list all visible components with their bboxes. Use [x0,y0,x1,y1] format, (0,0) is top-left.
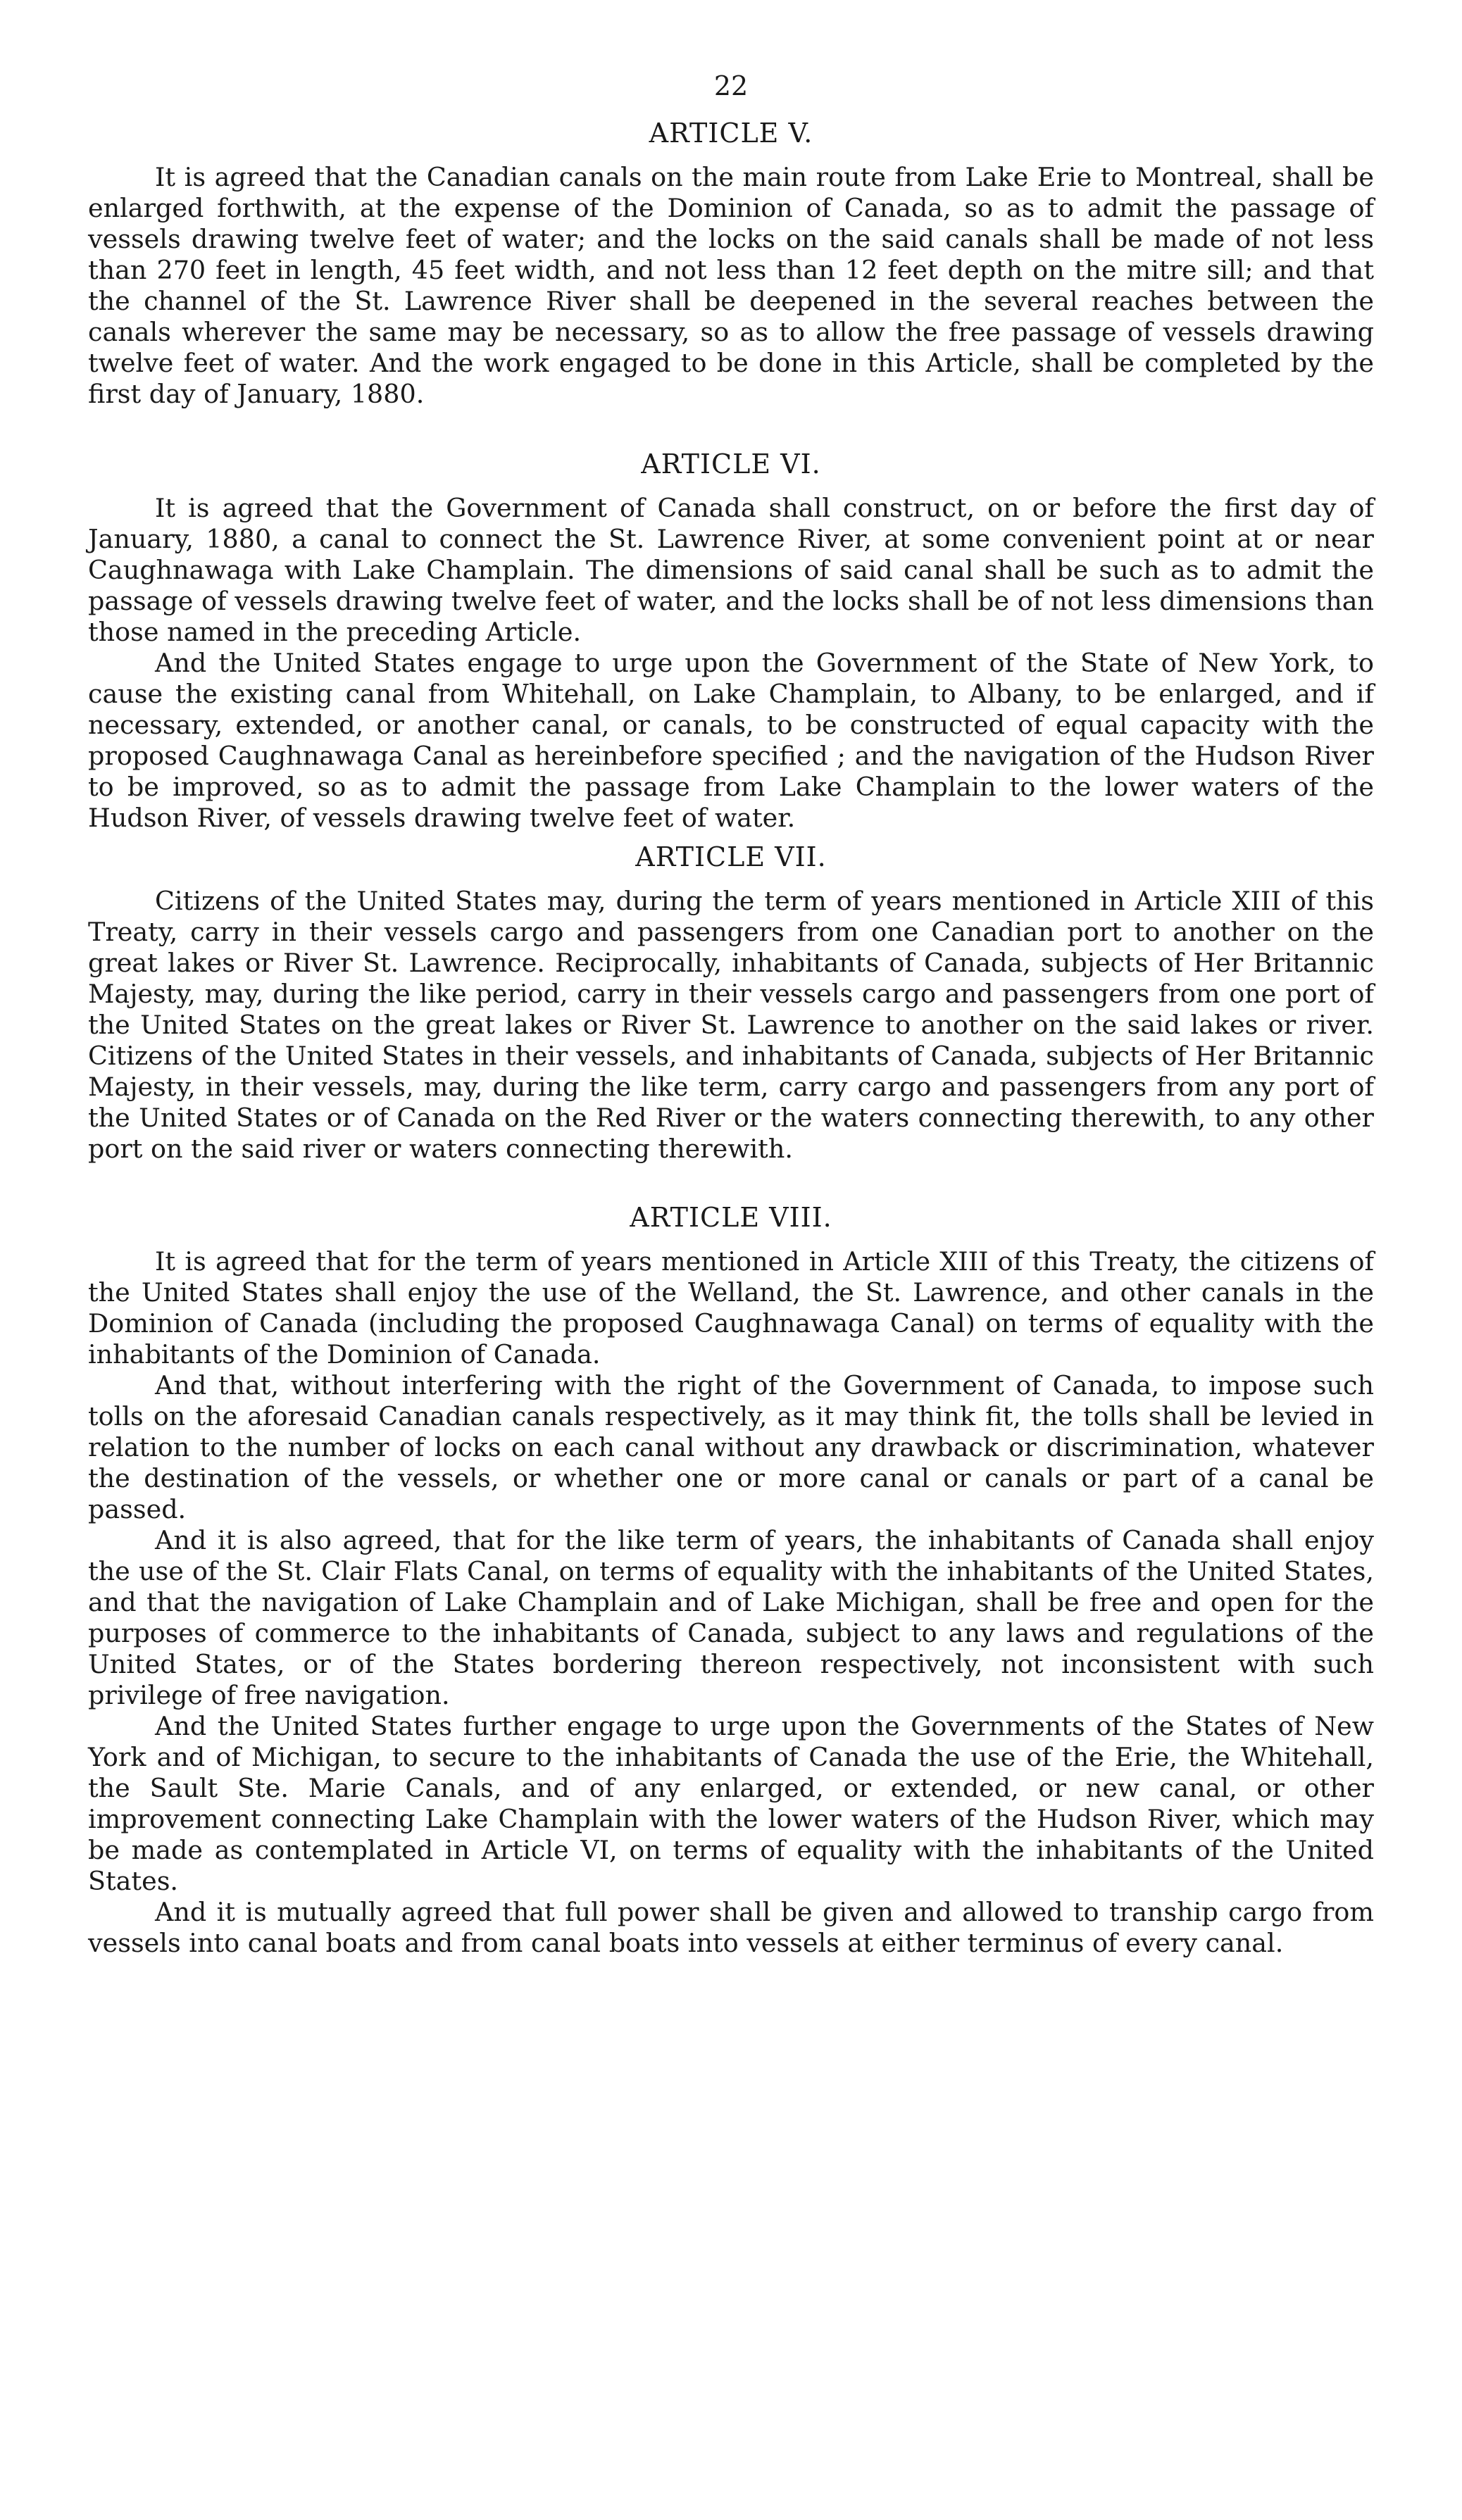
article-viii [88,1201,1374,1959]
article-heading: ARTICLE V. [649,118,813,149]
article-paragraph: And it is also agreed, that for the like term of years, the inhabitants of Canada shall enjoy the use of the St. Clair Flats Canal, on terms of equality with the inhabitants of the United States, and that the navigation of Lake Champlain and of Lake Michigan, shall be free and open for the purposes of commerce to the inhabitants of Canada, subject to any laws and regulations of the United States, or of the States bordering thereon respectively, not inconsistent with such privilege of free navigation. [88,1525,1374,1710]
article-heading: ARTICLE VIII. [630,1202,832,1233]
article-paragraph: And the United States engage to urge upon the Government of the State of New York, to cause the existing canal from Whitehall, on Lake Champlain, to Albany, to be enlarged, and if necessary, extended, or another canal, or canals, to be constructed of equal capacity with the proposed Caughnawaga Canal as hereinbefore specified ; and the navigation of the Hudson River to be improved, so as to admit the passage from Lake Champlain to the lower waters of the Hudson River, of vessels drawing twelve feet of water. [88,648,1374,833]
article-paragraph: It is agreed that for the term of years mentioned in Article XIII of this Treaty, the citizens of the United States shall enjoy the use of the Welland, the St. Lawrence, and other canals in the Dominion of Canada (including the proposed Caughnawaga Canal) on terms of equality with the inhabitants of the Dominion of Canada. [88,1246,1374,1369]
article-paragraph: It is agreed that the Government of Canada shall construct, on or before the first day of January, 1880, a canal to connect the St. Lawrence River, at some convenient point at or near Caughnawaga with Lake Champlain. The dimensions of said canal shall be such as to admit the passage of vessels drawing twelve feet of water, and the locks shall be of not less dimensions than those named in the preceding Article. [88,493,1374,647]
article-vi [88,448,1374,834]
article-v [88,117,1374,410]
article-paragraph: And that, without interfering with the right of the Government of Canada, to impose such tolls on the aforesaid Canadian canals respectively, as it may think fit, the tolls shall be levied in relation to the number of locks on each canal without any drawback or discrimination, whatever the destination of the vessels, or whether one or more canal or canals or part of a canal be passed. [88,1370,1374,1524]
page-number: 22 [713,70,749,101]
article-paragraph: It is agreed that the Canadian canals on the main route from Lake Erie to Montreal, shall be enlarged forthwith, at the expense of the Dominion of Canada, so as to admit the passage of vessels drawing twelve feet of water; and the locks on the said canals shall be made of not less than 270 feet in length, 45 feet width, and not less than 12 feet depth on the mitre sill; and that the channel of the St. Lawrence River shall be deepened in the several reaches between the canals wherever the same may be necessary, so as to allow the free passage of vessels drawing twelve feet of water. And the work engaged to be done in this Article, shall be completed by the first day of January, 1880. [88,162,1374,409]
article-paragraph: Citizens of the United States may, during the term of years mentioned in Article XIII of this Treaty, carry in their vessels cargo and passengers from one Canadian port to another on the great lakes or River St. Lawrence. Reciprocally, inhabitants of Canada, subjects of Her Britannic Majesty, may, during the like period, carry in their vessels cargo and passengers from one port of the United States on the great lakes or River St. Lawrence to another on the said lakes or river. Citizens of the United States in their vessels, and inhabitants of Canada, subjects of Her Britannic Majesty, in their vessels, may, during the like term, carry cargo and passengers from any port of the United States or of Canada on the Red River or the waters connecting therewith, to any other port on the said river or waters connecting therewith. [88,886,1374,1164]
article-vii [88,841,1374,1165]
article-paragraph: And it is mutually agreed that full power shall be given and allowed to tranship cargo from vessels into canal boats and from canal boats into vessels at either terminus of every canal. [88,1897,1374,1958]
article-heading: ARTICLE VI. [641,449,821,479]
document-page [88,70,1374,1959]
article-paragraph: And the United States further engage to urge upon the Governments of the States of New York and of Michigan, to secure to the inhabitants of Canada the use of the Erie, the Whitehall, the Sault Ste. Marie Canals, and of any enlarged, or extended, or new canal, or other improvement connecting Lake Champlain with the lower waters of the Hudson River, which may be made as contemplated in Article VI, on terms of equality with the inhabitants of the United States. [88,1711,1374,1896]
article-heading: ARTICLE VII. [635,841,827,872]
